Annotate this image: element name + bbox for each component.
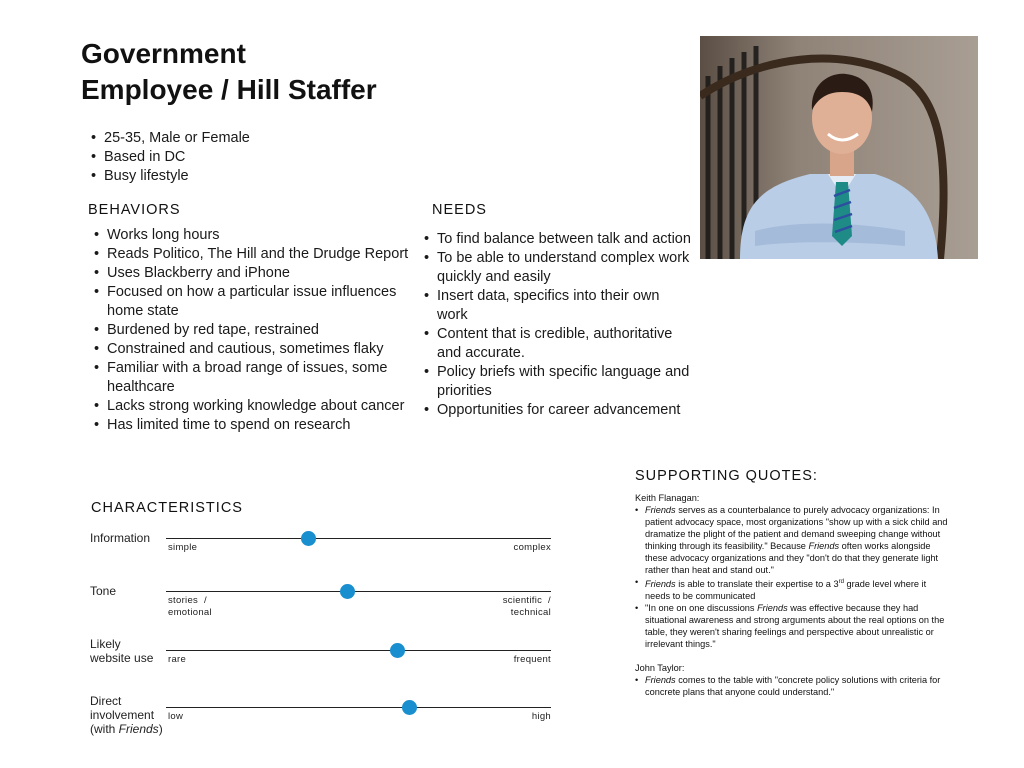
needs-list — [419, 230, 694, 420]
characteristic-high-label: frequent — [513, 654, 551, 665]
characteristic-label — [90, 637, 153, 665]
behavior-item: • Burdened by red tape, restrained — [89, 321, 409, 340]
behavior-item: • Uses Blackberry and iPhone — [89, 264, 409, 283]
persona-title-line-2: Employee / Hill Staffer — [81, 74, 377, 105]
persona-photo — [700, 36, 978, 259]
demographic-item: • Based in DC — [86, 148, 386, 167]
characteristic-label-line: Direct — [90, 694, 122, 708]
characteristic-label — [90, 531, 150, 545]
behavior-item: • Constrained and cautious, sometimes flaky — [89, 340, 409, 359]
behavior-item: • Focused on how a particular issue influences home state — [89, 283, 409, 321]
quotes-heading: SUPPORTING QUOTES: — [635, 468, 818, 484]
characteristic-low-label: low — [168, 711, 184, 722]
quote-list — [635, 674, 950, 698]
characteristic-label-line: Information — [90, 531, 151, 545]
demographic-item: • Busy lifestyle — [86, 167, 386, 186]
supporting-quotes — [635, 492, 950, 698]
behavior-item: • Familiar with a broad range of issues, some healthcare — [89, 359, 409, 397]
characteristic-low-label: rare — [168, 654, 187, 665]
demographic-item: • 25-35, Male or Female — [86, 129, 386, 148]
behaviors-list — [89, 226, 409, 435]
persona-title-line-1: Government — [81, 38, 246, 69]
quote-author: John Taylor: — [635, 663, 685, 674]
quote-author: Keith Flanagan: — [635, 493, 700, 503]
behavior-item: • Has limited time to spend on research — [89, 416, 409, 435]
characteristic-marker — [390, 643, 405, 658]
characteristic-track — [166, 591, 551, 592]
characteristic-label-line: Likely — [90, 637, 121, 651]
needs-heading: NEEDS — [432, 202, 487, 218]
persona-photo-illustration — [700, 36, 978, 259]
characteristic-track — [166, 707, 551, 708]
characteristics-heading: CHARACTERISTICS — [91, 500, 243, 516]
demographics-list — [86, 129, 386, 186]
characteristic-track — [166, 538, 551, 539]
behaviors-heading: BEHAVIORS — [88, 202, 181, 218]
characteristic-marker — [402, 700, 417, 715]
quote-item: • Friends comes to the table with "concrete policy solutions with criteria for concrete plans that anyone could understand." — [635, 674, 950, 698]
behavior-item: • Lacks strong working knowledge about cancer — [89, 397, 409, 416]
need-item: • To find balance between talk and action — [419, 230, 694, 249]
persona-title — [81, 36, 377, 108]
characteristic-high-label: scientific / technical — [502, 595, 551, 618]
need-item: • Insert data, specifics into their own work — [419, 287, 694, 325]
characteristic-low-label: simple — [168, 542, 198, 553]
need-item: • Content that is credible, authoritative and accurate. — [419, 325, 694, 363]
need-item: • Policy briefs with specific language and priorities — [419, 363, 694, 401]
quote-list — [635, 504, 950, 650]
quote-item: • Friends serves as a counterbalance to purely advocacy organizations: In patient advocacy space, most organizations "show up with a sick child and dramatize the plight of the patient and demand sweeping change without thinking through its feasibility." Because Friends often works alongside these advocacy organizations and they "don't do that they generate light rather than heat and stand out." — [635, 504, 950, 576]
characteristic-marker — [301, 531, 316, 546]
quote-item: • "In one on one discussions Friends was effective because they had situational awareness and strong arguments about the real options on the table, they weren't sharing feelings and perspective about unrealistic or irrelevant things." — [635, 602, 950, 650]
characteristic-track — [166, 650, 551, 651]
characteristic-high-label: high — [531, 711, 551, 722]
need-item: • Opportunities for career advancement — [419, 401, 694, 420]
characteristic-label-line: website use — [90, 651, 154, 665]
quote-item: • Friends is able to translate their expertise to a 3rd grade level where it needs to be communicated — [635, 576, 950, 602]
behavior-item: • Reads Politico, The Hill and the Drudge Report — [89, 245, 409, 264]
characteristic-high-label: complex — [513, 542, 551, 553]
behavior-item: • Works long hours — [89, 226, 409, 245]
characteristic-low-label: stories / emotional — [168, 595, 212, 618]
characteristic-label-line: involvement — [90, 708, 155, 722]
characteristic-label-line: (with Friends) — [90, 722, 163, 736]
characteristic-label-line: Tone — [90, 584, 117, 598]
need-item: • To be able to understand complex work quickly and easily — [419, 249, 694, 287]
characteristic-label — [90, 584, 116, 598]
characteristic-marker — [340, 584, 355, 599]
characteristic-label — [90, 694, 163, 736]
